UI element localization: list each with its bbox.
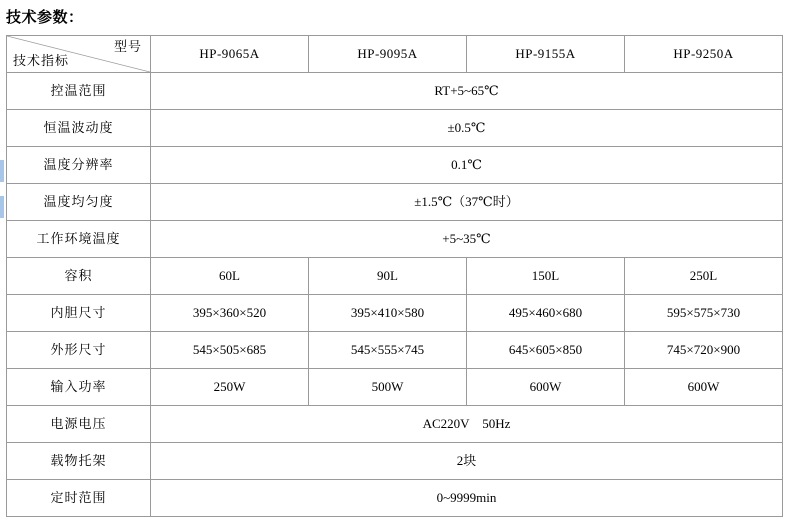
row-value-9: AC220V 50Hz bbox=[151, 406, 783, 443]
row-label-7: 外形尺寸 bbox=[7, 332, 151, 369]
row-7-value-1: 545×555×745 bbox=[309, 332, 467, 369]
row-8-value-0: 250W bbox=[151, 369, 309, 406]
row-value-0: RT+5~65℃ bbox=[151, 73, 783, 110]
spec-table-container bbox=[0, 35, 789, 517]
row-8-value-2: 600W bbox=[467, 369, 625, 406]
row-5-value-3: 250L bbox=[625, 258, 783, 295]
row-7-value-2: 645×605×850 bbox=[467, 332, 625, 369]
table-row bbox=[7, 258, 783, 295]
row-label-6: 内胆尺寸 bbox=[7, 295, 151, 332]
model-header-0: HP-9065A bbox=[151, 36, 309, 73]
row-label-0: 控温范围 bbox=[7, 73, 151, 110]
model-header-1: HP-9095A bbox=[309, 36, 467, 73]
row-label-8: 输入功率 bbox=[7, 369, 151, 406]
row-value-11: 0~9999min bbox=[151, 480, 783, 517]
table-row bbox=[7, 73, 783, 110]
corner-index-label: 技术指标 bbox=[13, 53, 70, 69]
row-label-10: 载物托架 bbox=[7, 443, 151, 480]
table-row bbox=[7, 443, 783, 480]
table-row bbox=[7, 295, 783, 332]
left-edge-artifact-2 bbox=[0, 196, 4, 218]
left-edge-artifact-1 bbox=[0, 160, 4, 182]
row-7-value-0: 545×505×685 bbox=[151, 332, 309, 369]
page-title: 技术参数： bbox=[6, 10, 84, 26]
row-label-11: 定时范围 bbox=[7, 480, 151, 517]
row-6-value-3: 595×575×730 bbox=[625, 295, 783, 332]
row-5-value-2: 150L bbox=[467, 258, 625, 295]
corner-model-label: 型号 bbox=[113, 39, 142, 54]
row-value-1: ±0.5℃ bbox=[151, 110, 783, 147]
table-body bbox=[7, 36, 783, 517]
table-row bbox=[7, 110, 783, 147]
model-header-2: HP-9155A bbox=[467, 36, 625, 73]
row-8-value-1: 500W bbox=[309, 369, 467, 406]
specification-table bbox=[6, 35, 783, 517]
table-row bbox=[7, 221, 783, 258]
row-5-value-0: 60L bbox=[151, 258, 309, 295]
row-label-2: 温度分辨率 bbox=[7, 147, 151, 184]
row-6-value-2: 495×460×680 bbox=[467, 295, 625, 332]
model-header-3: HP-9250A bbox=[625, 36, 783, 73]
row-7-value-3: 745×720×900 bbox=[625, 332, 783, 369]
table-row bbox=[7, 184, 783, 221]
row-label-3: 温度均匀度 bbox=[7, 184, 151, 221]
table-header-row bbox=[7, 36, 783, 73]
row-label-9: 电源电压 bbox=[7, 406, 151, 443]
row-8-value-3: 600W bbox=[625, 369, 783, 406]
table-row bbox=[7, 406, 783, 443]
table-row bbox=[7, 369, 783, 406]
table-row bbox=[7, 480, 783, 517]
row-value-10: 2块 bbox=[151, 443, 783, 480]
row-value-2: 0.1℃ bbox=[151, 147, 783, 184]
table-row bbox=[7, 147, 783, 184]
row-5-value-1: 90L bbox=[309, 258, 467, 295]
table-row bbox=[7, 332, 783, 369]
row-6-value-1: 395×410×580 bbox=[309, 295, 467, 332]
row-label-4: 工作环境温度 bbox=[7, 221, 151, 258]
row-value-4: +5~35℃ bbox=[151, 221, 783, 258]
table-corner-header bbox=[7, 36, 151, 73]
row-label-5: 容积 bbox=[7, 258, 151, 295]
row-6-value-0: 395×360×520 bbox=[151, 295, 309, 332]
row-value-3: ±1.5℃（37℃时） bbox=[151, 184, 783, 221]
row-label-1: 恒温波动度 bbox=[7, 110, 151, 147]
